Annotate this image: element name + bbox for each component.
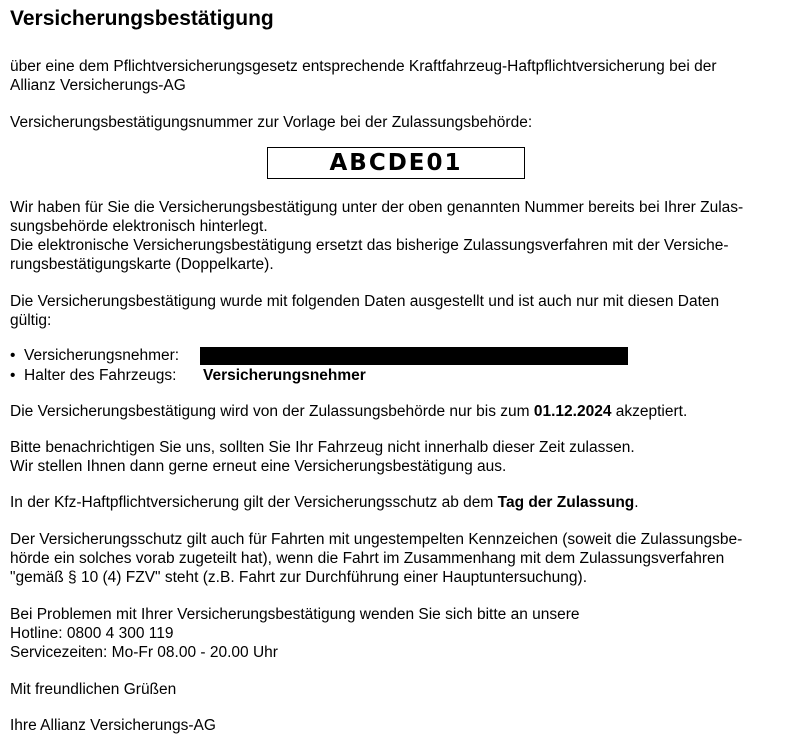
intro-line-1: über eine dem Pflichtversicherungsgesetz entsprechende Kraftfahrzeug-Haftpflichtversicherung bei der bbox=[10, 58, 717, 75]
electronic-deposit-paragraph bbox=[10, 198, 790, 274]
validity-prefix: Die Versicherungsbestätigung wird von der Zulassungsbehörde nur bis zum bbox=[10, 403, 534, 420]
electronic-line-2: sungsbehörde elektronisch hinterlegt. bbox=[10, 218, 268, 235]
notify-paragraph bbox=[10, 438, 790, 476]
confirmation-number-box bbox=[267, 147, 525, 179]
validity-paragraph bbox=[10, 402, 790, 421]
data-intro-line-2: gültig: bbox=[10, 312, 52, 329]
coverage-emphasis: Tag der Zulassung bbox=[497, 494, 635, 511]
data-intro-paragraph bbox=[10, 292, 790, 330]
hotline: Hotline: 0800 4 300 119 bbox=[10, 625, 174, 642]
coverage-paragraph bbox=[10, 493, 790, 512]
electronic-line-3: Die elektronische Versicherungsbestätigung ersetzt das bisherige Zulassungsverfahren mit der Versiche- bbox=[10, 237, 729, 254]
support-line-1: Bei Problemen mit Ihrer Versicherungsbestätigung wenden Sie sich bitte an unsere bbox=[10, 606, 580, 623]
service-hours: Servicezeiten: Mo-Fr 08.00 - 20.00 Uhr bbox=[10, 644, 278, 661]
coverage-prefix: In der Kfz-Haftpflichtversicherung gilt der Versicherungsschutz ab dem bbox=[10, 494, 498, 511]
bullet-marker: • bbox=[10, 347, 16, 364]
closing-greeting: Mit freundlichen Grüßen bbox=[10, 681, 177, 698]
policyholder-label: Versicherungsnehmer: bbox=[24, 347, 180, 364]
validity-date: 01.12.2024 bbox=[533, 403, 612, 420]
confirmation-number: ABCDE01 bbox=[329, 149, 463, 176]
details-list bbox=[10, 346, 790, 386]
document-title: Versicherungsbestätigung bbox=[10, 7, 274, 30]
plates-paragraph bbox=[10, 530, 790, 587]
plates-line-1: Der Versicherungsschutz gilt auch für Fahrten mit ungestempelten Kennzeichen (soweit die Zulassungsbe- bbox=[10, 531, 743, 548]
coverage-suffix: . bbox=[634, 494, 639, 511]
intro-paragraph bbox=[10, 57, 790, 95]
plates-line-2: hörde ein solches vorab zugeteilt hat), wenn die Fahrt im Zusammenhang mit dem Zulassungsverfahren bbox=[10, 550, 725, 567]
support-paragraph bbox=[10, 605, 790, 662]
holder-value: Versicherungsnehmer bbox=[203, 367, 366, 384]
validity-suffix: akzeptiert. bbox=[611, 403, 688, 420]
electronic-line-4: rungsbestätigungskarte (Doppelkarte). bbox=[10, 256, 274, 273]
bullet-marker: • bbox=[10, 367, 16, 384]
intro-line-2: Allianz Versicherungs-AG bbox=[10, 77, 186, 94]
confirmation-number-label: Versicherungsbestätigungsnummer zur Vorlage bei der Zulassungsbehörde: bbox=[10, 114, 533, 131]
policyholder-row bbox=[10, 346, 790, 366]
closing-signature: Ihre Allianz Versicherungs-AG bbox=[10, 717, 216, 734]
holder-label: Halter des Fahrzeugs: bbox=[24, 367, 177, 384]
electronic-line-1: Wir haben für Sie die Versicherungsbestätigung unter der oben genannten Nummer bereits bei Ihrer Zulas- bbox=[10, 199, 744, 216]
policyholder-redacted-bar bbox=[200, 347, 628, 365]
holder-row bbox=[10, 366, 790, 386]
plates-line-3: "gemäß § 10 (4) FZV" steht (z.B. Fahrt zur Durchführung einer Hauptuntersuchung). bbox=[10, 569, 588, 586]
notify-line-1: Bitte benachrichtigen Sie uns, sollten Sie Ihr Fahrzeug nicht innerhalb dieser Zeit zulassen. bbox=[10, 439, 635, 456]
notify-line-2: Wir stellen Ihnen dann gerne erneut eine Versicherungsbestätigung aus. bbox=[10, 458, 507, 475]
data-intro-line-1: Die Versicherungsbestätigung wurde mit folgenden Daten ausgestellt und ist auch nur mit diesen Daten bbox=[10, 293, 720, 310]
